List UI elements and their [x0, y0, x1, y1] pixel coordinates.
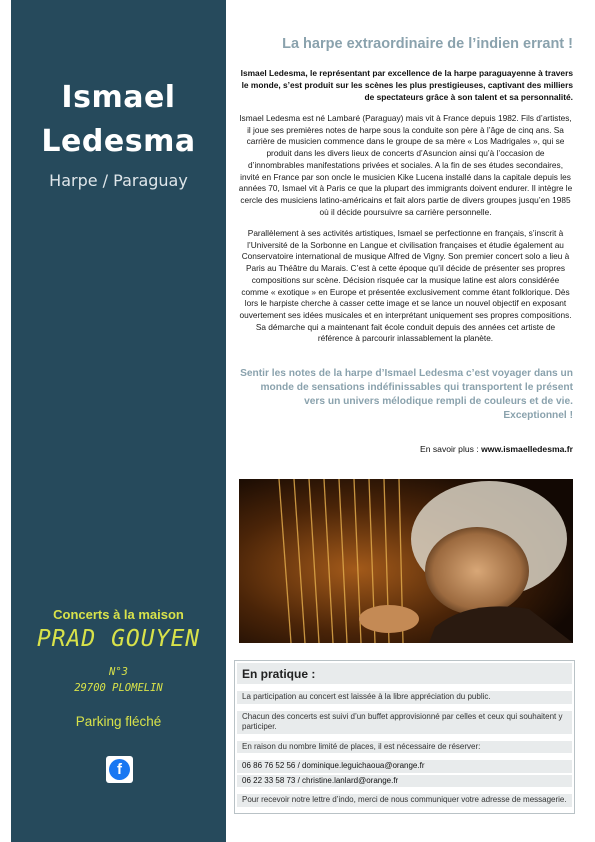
facebook-icon: f — [109, 759, 130, 780]
main-title: La harpe extraordinaire de l’indien errant ! — [282, 36, 573, 52]
venue-name: PRAD GOUYEN — [36, 626, 201, 652]
newsletter-note: Pour recevoir notre lettre d’indo, merci de nous communiquer votre adresse de messagerie. — [237, 794, 572, 807]
biography-paragraph-1: Ismael Ledesma est né Lambaré (Paraguay) mais vit à France depuis 1982. Fils d’artistes, il joue ses premières notes de harpe sous la conduite son père à l’âge de cinq ans. Sa carrière de musicien commence dans le groupe de sa mère « Los Madrigales », qui se produit dans les divers lieux de concerts d’Asuncion ainsi qu’à l’occasion de d’innombrables manifestations privées et sociales. A la fin de ses études secondaires, invité en France par son oncle le musicien Kike Lucena installé dans la capitale depuis les années 70, Ismael vit à Paris ce que la plupart des immigrants doivent endurer. Il intègre le cercle des musiciens latino-américains et fait alors partie de divers groupes jusqu’en 1985 où il décide poursuivre sa carrière personnelle. — [238, 113, 573, 217]
participation-note: La participation au concert est laissée à la libre appréciation du public. — [237, 691, 572, 704]
website-link[interactable]: www.ismaelledesma.fr — [481, 444, 573, 454]
quote-paragraph: Sentir les notes de la harpe d’Ismael Ledesma c’est voyager dans un monde de sensations indéfinissables qui transportent le présent vers un univers mélodique rempli de couleurs et de vie. Exceptionnel ! — [240, 368, 573, 421]
sidebar — [11, 0, 226, 842]
practical-info-box — [234, 660, 575, 814]
artist-subtitle: Harpe / Paraguay — [49, 171, 188, 190]
contact-line-2: 06 22 33 58 73 / christine.lanlard@orange.fr — [237, 775, 572, 788]
address-line-1: N°3 — [109, 666, 128, 678]
buffet-note: Chacun des concerts est suivi d’un buffet approvisionné par celles et ceux qui souhaitent y participer. — [237, 711, 572, 734]
artist-last-name: Ledesma — [41, 124, 196, 159]
contact-line-1: 06 86 76 52 56 / dominique.leguichaoua@orange.fr — [237, 760, 572, 773]
reservation-note: En raison du nombre limité de places, il est nécessaire de réserver: — [237, 741, 572, 754]
parking-note: Parking fléché — [75, 714, 162, 729]
intro-paragraph: Ismael Ledesma, le représentant par excellence de la harpe paraguayenne à travers le monde, s’est produit sur les scènes les plus prestigieuses, captivant des milliers de spectateurs grâce à son talent et sa personnalité. — [240, 68, 573, 102]
more-info-label: En savoir plus : — [419, 444, 479, 454]
address-line-2: 29700 PLOMELIN — [74, 682, 163, 694]
more-info — [238, 444, 573, 454]
practical-title: En pratique : — [237, 663, 572, 684]
biography-paragraph-2: Parallèlement à ses activités artistiques, Ismael se perfectionne en français, s’inscrit à l’Université de la Sorbonne en Langue et civilisation françaises et étudie également au Conservatoire international de musique Alfred de Vigny. Son premier concert solo a lieu à Paris au Théâtre du Marais. C’est à cette époque qu’il décide de présenter ses propres compositions sur scène. Décision risquée car la musique latine est alors considérée comme « exotique » en Europe et présentée exclusivement comme étant folklorique. Dès lors le harpiste cherche à casser cette image et se lance un nouvel objectif en exposant ouvertement ses idées musicales et en interprétant uniquement ses propres compositions. Sa démarche qui a maintenant fait école conduit depuis des années cet artiste de référence à parcourir inlassablement la planète. — [239, 228, 572, 344]
concerts-label: Concerts à la maison — [53, 607, 184, 622]
facebook-link[interactable] — [106, 756, 133, 783]
artist-first-name: Ismael — [61, 80, 176, 115]
harpist-photo — [239, 479, 573, 643]
